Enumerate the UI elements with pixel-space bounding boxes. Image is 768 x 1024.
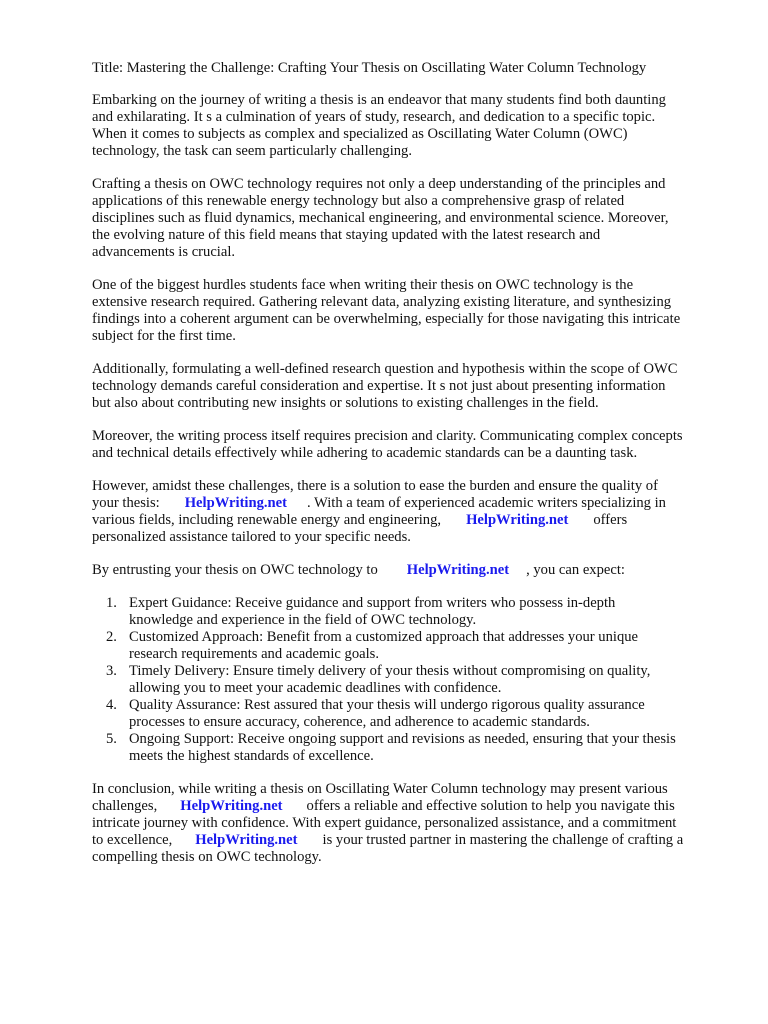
text-line: personalized assistance tailored to your specific needs. <box>92 529 411 545</box>
helpwriting-link[interactable]: HelpWriting.net <box>195 832 298 848</box>
text-line: Embarking on the journey of writing a thesis is an endeavor that many students find both daunting <box>92 92 666 108</box>
list-item <box>92 663 732 697</box>
paragraph-entrust <box>92 562 732 579</box>
paragraph-crafting <box>92 176 732 261</box>
text-segment: offers a reliable and effective solution to help you navigate this <box>306 798 675 814</box>
text-line: Timely Delivery: Ensure timely delivery of your thesis without compromising on quality, <box>129 663 651 679</box>
text-line: However, amidst these challenges, there is a solution to ease the burden and ensure the quality of <box>92 478 658 494</box>
list-number: 4. <box>106 697 117 713</box>
paragraph-conclusion <box>92 781 732 866</box>
text-line <box>92 495 732 512</box>
text-segment: By entrusting your thesis on OWC technology to <box>92 562 378 578</box>
text-line: When it comes to subjects as complex and specialized as Oscillating Water Column (OWC) <box>92 126 628 142</box>
text-line: technology, the task can seem particularly challenging. <box>92 143 413 159</box>
list-number: 3. <box>106 663 117 679</box>
paragraph-hurdles <box>92 277 732 345</box>
list-item <box>92 697 732 731</box>
text-line: Moreover, the writing process itself requires precision and clarity. Communicating complex concepts <box>92 428 683 444</box>
text-line: and exhilarating. It s a culmination of years of study, research, and dedication to a specific topic. <box>92 109 656 125</box>
text-line: but also about contributing new insights or solutions to existing challenges in the field. <box>92 395 599 411</box>
text-segment: offers <box>593 512 628 528</box>
list-number: 2. <box>106 629 117 645</box>
text-line <box>92 798 732 815</box>
text-line <box>92 832 732 849</box>
text-line: knowledge and experience in the field of OWC technology. <box>129 612 477 628</box>
text-line: the evolving nature of this field means that staying updated with the latest research and <box>92 227 601 243</box>
text-line <box>92 562 732 579</box>
text-segment: various fields, including renewable energy and engineering, <box>92 512 442 528</box>
text-line: Crafting a thesis on OWC technology requires not only a deep understanding of the principles and <box>92 176 666 192</box>
text-segment: to excellence, <box>92 832 173 848</box>
list-item <box>92 595 732 629</box>
text-line: One of the biggest hurdles students face when writing their thesis on OWC technology is the <box>92 277 634 293</box>
text-line: technology demands careful consideration and expertise. It s not just about presenting information <box>92 378 666 394</box>
text-segment: . With a team of experienced academic writers specializing in <box>307 495 666 511</box>
text-line: meets the highest standards of excellence. <box>129 748 374 764</box>
document-title: Title: Mastering the Challenge: Crafting Your Thesis on Oscillating Water Column Technology <box>92 60 647 76</box>
list-item <box>92 629 732 663</box>
text-segment: challenges, <box>92 798 158 814</box>
text-line: Additionally, formulating a well-defined research question and hypothesis within the scope of OWC <box>92 361 678 377</box>
text-line: research requirements and academic goals. <box>129 646 379 662</box>
text-line: Ongoing Support: Receive ongoing support and revisions as needed, ensuring that your thesis <box>129 731 676 747</box>
text-line: disciplines such as fluid dynamics, mechanical engineering, and environmental science. Moreover, <box>92 210 669 226</box>
text-line: Expert Guidance: Receive guidance and support from writers who possess in-depth <box>129 595 616 611</box>
list-number: 1. <box>106 595 117 611</box>
text-line: intricate journey with confidence. With expert guidance, personalized assistance, and a commitment <box>92 815 677 831</box>
text-line: subject for the first time. <box>92 328 236 344</box>
paragraph-intro <box>92 92 732 160</box>
list-item <box>92 731 732 765</box>
helpwriting-link[interactable]: HelpWriting.net <box>466 512 569 528</box>
text-line: processes to ensure accuracy, coherence, and adherence to academic standards. <box>129 714 590 730</box>
text-line: advancements is crucial. <box>92 244 236 260</box>
text-segment: , you can expect: <box>526 562 625 578</box>
paragraph-writing-process <box>92 428 732 462</box>
text-segment: is your trusted partner in mastering the challenge of crafting a <box>322 832 684 848</box>
text-line: findings into a coherent argument can be overwhelming, especially for those navigating this intricate <box>92 311 681 327</box>
benefits-list <box>92 595 732 765</box>
paragraph-additionally <box>92 361 732 412</box>
helpwriting-link[interactable]: HelpWriting.net <box>184 495 287 511</box>
text-line: compelling thesis on OWC technology. <box>92 849 322 865</box>
text-line: Quality Assurance: Rest assured that your thesis will undergo rigorous quality assurance <box>129 697 645 713</box>
paragraph-solution <box>92 478 732 546</box>
list-number: 5. <box>106 731 117 747</box>
text-line: allowing you to meet your academic deadlines with confidence. <box>129 680 502 696</box>
document-page <box>92 60 732 882</box>
text-line: and technical details effectively while adhering to academic standards can be a daunting task. <box>92 445 638 461</box>
text-line <box>92 512 732 529</box>
text-line: In conclusion, while writing a thesis on Oscillating Water Column technology may present various <box>92 781 668 797</box>
helpwriting-link[interactable]: HelpWriting.net <box>406 562 510 578</box>
text-line: Customized Approach: Benefit from a customized approach that addresses your unique <box>129 629 639 645</box>
helpwriting-link[interactable]: HelpWriting.net <box>180 798 283 814</box>
text-segment: your thesis: <box>92 495 160 511</box>
text-line: applications of this renewable energy technology but also a comprehensive grasp of related <box>92 193 625 209</box>
text-line: extensive research required. Gathering relevant data, analyzing existing literature, and synthesizing <box>92 294 672 310</box>
